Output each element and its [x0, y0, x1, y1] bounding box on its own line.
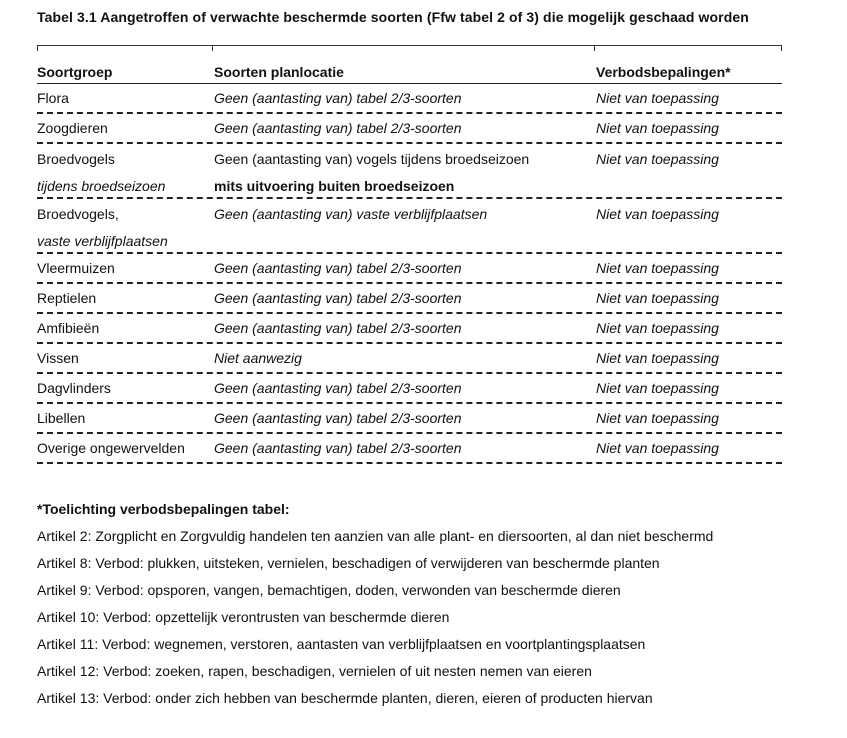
legend-item: Artikel 11: Verbod: wegnemen, verstoren, aantasten van verblijfplaatsen en voortplantingsplaatsen [37, 636, 646, 652]
cell-group: Vleermuizen [37, 260, 115, 276]
legend-item: Artikel 12: Verbod: zoeken, rapen, beschadigen, vernielen of uit nesten nemen van eieren [37, 663, 592, 679]
cell-species: Geen (aantasting van) tabel 2/3-soorten [214, 260, 462, 276]
cell-species: Geen (aantasting van) tabel 2/3-soorten [214, 290, 462, 306]
table-header-row [37, 46, 782, 84]
cell-rule: Niet van toepassing [596, 90, 719, 106]
cell-rule: Niet van toepassing [596, 320, 719, 336]
legend-item: Artikel 10: Verbod: opzettelijk verontrusten van beschermde dieren [37, 609, 450, 625]
table-row [37, 199, 782, 254]
table-caption: Tabel 3.1 Aangetroffen of verwachte beschermde soorten (Ffw tabel 2 of 3) die mogelijk geschaad worden [37, 9, 749, 25]
cell-species-sub: mits uitvoering buiten broedseizoen [214, 178, 455, 194]
table-row [37, 144, 782, 199]
table-row [37, 374, 782, 404]
cell-species: Geen (aantasting van) tabel 2/3-soorten [214, 90, 462, 106]
cell-group: Dagvlinders [37, 380, 111, 396]
legend-item: Artikel 13: Verbod: onder zich hebben van beschermde planten, dieren, eieren of producten hiervan [37, 690, 653, 706]
table-row [37, 254, 782, 284]
legend [37, 498, 713, 714]
species-table [37, 45, 782, 464]
header-soorten-planlocatie: Soorten planlocatie [214, 64, 344, 80]
cell-rule: Niet van toepassing [596, 290, 719, 306]
cell-species: Geen (aantasting van) tabel 2/3-soorten [214, 380, 462, 396]
cell-group: Vissen [37, 350, 79, 366]
cell-group-sub: tijdens broedseizoen [37, 178, 166, 194]
table-row [37, 84, 782, 114]
cell-group: Broedvogels [37, 151, 115, 167]
cell-species: Geen (aantasting van) tabel 2/3-soorten [214, 120, 462, 136]
legend-title: *Toelichting verbodsbepalingen tabel: [37, 501, 290, 517]
cell-group: Libellen [37, 410, 86, 426]
cell-group: Zoogdieren [37, 120, 108, 136]
cell-rule: Niet van toepassing [596, 260, 719, 276]
cell-rule: Niet van toepassing [596, 410, 719, 426]
cell-species: Geen (aantasting van) vaste verblijfplaatsen [214, 206, 488, 222]
cell-rule: Niet van toepassing [596, 206, 719, 222]
legend-item: Artikel 9: Verbod: opsporen, vangen, bemachtigen, doden, verwonden van beschermde dieren [37, 582, 621, 598]
cell-group: Overige ongewervelden [37, 440, 185, 456]
cell-species: Geen (aantasting van) tabel 2/3-soorten [214, 410, 462, 426]
cell-rule: Niet van toepassing [596, 440, 719, 456]
legend-item: Artikel 2: Zorgplicht en Zorgvuldig handelen ten aanzien van alle plant- en diersoorten, al dan niet beschermd [37, 528, 714, 544]
cell-rule: Niet van toepassing [596, 151, 719, 167]
cell-species: Geen (aantasting van) tabel 2/3-soorten [214, 440, 462, 456]
table-row [37, 404, 782, 434]
cell-group-sub: vaste verblijfplaatsen [37, 233, 168, 249]
cell-group: Flora [37, 90, 69, 106]
table-row [37, 434, 782, 464]
cell-rule: Niet van toepassing [596, 120, 719, 136]
cell-rule: Niet van toepassing [596, 380, 719, 396]
cell-group: Amfibieën [37, 320, 100, 336]
header-soortgroep: Soortgroep [37, 64, 113, 80]
cell-rule: Niet van toepassing [596, 350, 719, 366]
cell-species: Geen (aantasting van) tabel 2/3-soorten [214, 320, 462, 336]
cell-group: Reptielen [37, 290, 97, 306]
table-row [37, 314, 782, 344]
cell-species: Niet aanwezig [214, 350, 302, 366]
table-row [37, 344, 782, 374]
header-verbodsbepalingen: Verbodsbepalingen* [596, 64, 731, 80]
legend-item: Artikel 8: Verbod: plukken, uitsteken, vernielen, beschadigen of verwijderen van beschermde planten [37, 555, 660, 571]
table-row [37, 114, 782, 144]
cell-group: Broedvogels, [37, 206, 119, 222]
table-row [37, 284, 782, 314]
cell-species: Geen (aantasting van) vogels tijdens broedseizoen [214, 151, 530, 167]
